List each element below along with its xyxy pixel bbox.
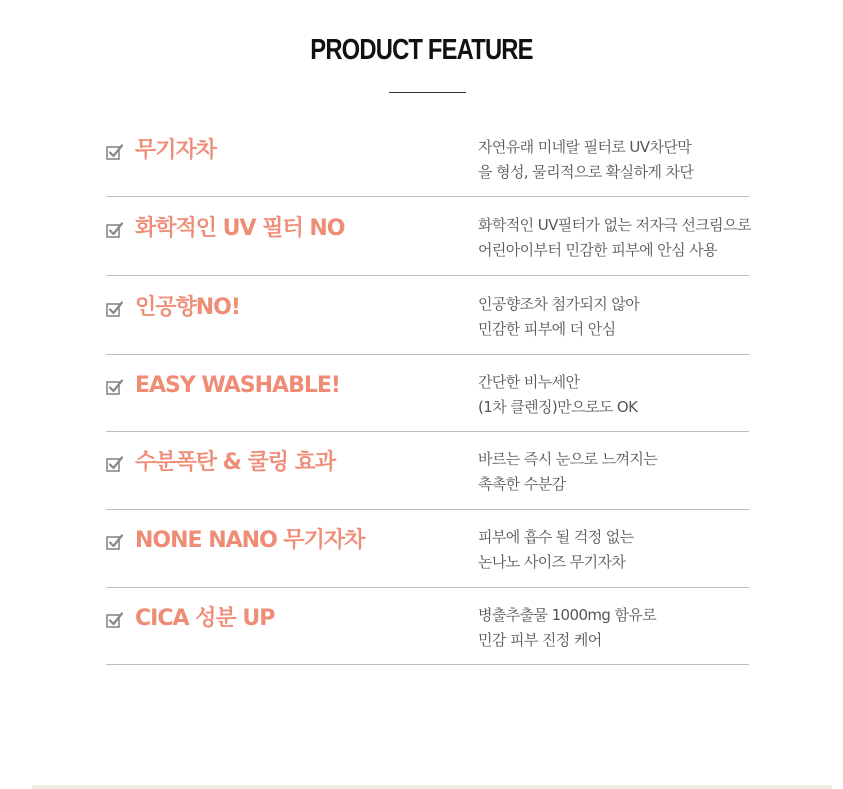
feature-description-line: 민감 피부 진정 케어 [478, 631, 602, 649]
feature-description-line: 자연유래 미네랄 필터로 UV차단막 [478, 138, 692, 156]
feature-name: EASY WASHABLE! [135, 373, 340, 398]
feature-description-line: (1차 클렌징)만으로도 OK [478, 398, 638, 416]
feature-description-line: 인공향조차 첨가되지 않아 [478, 295, 640, 313]
feature-name: 수분폭탄 & 쿨링 효과 [135, 450, 336, 475]
feature-row [106, 119, 749, 197]
feature-name: CICA 성분 UP [135, 606, 275, 631]
page-title: PRODUCT FEATURE [310, 34, 533, 66]
feature-row [106, 510, 749, 588]
feature-description-line: 화학적인 UV필터가 없는 저자극 선크림으로 [478, 216, 751, 234]
feature-description [478, 292, 749, 342]
check-box-icon [106, 378, 124, 396]
feature-description-line: 민감한 피부에 더 안심 [478, 320, 616, 338]
check-box-icon [106, 455, 124, 473]
feature-row [106, 197, 749, 276]
feature-row [106, 276, 749, 355]
feature-name: 인공향NO! [135, 295, 240, 320]
feature-list [106, 119, 749, 665]
feature-name: NONE NANO 무기자차 [135, 528, 365, 553]
feature-description-line: 어린아이부터 민감한 피부에 안심 사용 [478, 241, 717, 259]
feature-description [478, 135, 749, 185]
feature-description-line: 논나노 사이즈 무기자차 [478, 553, 626, 571]
feature-description-line: 바르는 즉시 눈으로 느껴지는 [478, 450, 658, 468]
feature-row [106, 588, 749, 665]
feature-description [478, 525, 749, 575]
feature-name: 무기자차 [135, 138, 217, 163]
feature-name: 화학적인 UV 필터 NO [135, 216, 345, 241]
check-box-icon [106, 533, 124, 551]
check-box-icon [106, 611, 124, 629]
feature-description [478, 370, 749, 420]
feature-description-line: 피부에 흡수 될 걱정 없는 [478, 528, 634, 546]
feature-description [478, 213, 751, 263]
feature-description [478, 603, 749, 653]
feature-description [478, 447, 749, 497]
check-box-icon [106, 143, 124, 161]
check-box-icon [106, 300, 124, 318]
feature-row [106, 432, 749, 510]
feature-description-line: 간단한 비누세안 [478, 373, 580, 391]
feature-description-line: 촉촉한 수분감 [478, 475, 566, 493]
title-divider [389, 92, 466, 93]
feature-description-line: 병출추출물 1000mg 함유로 [478, 606, 657, 624]
feature-row [106, 355, 749, 432]
bottom-divider-band [32, 785, 832, 789]
feature-description-line: 을 형성, 물리적으로 확실하게 차단 [478, 163, 694, 181]
check-box-icon [106, 221, 124, 239]
